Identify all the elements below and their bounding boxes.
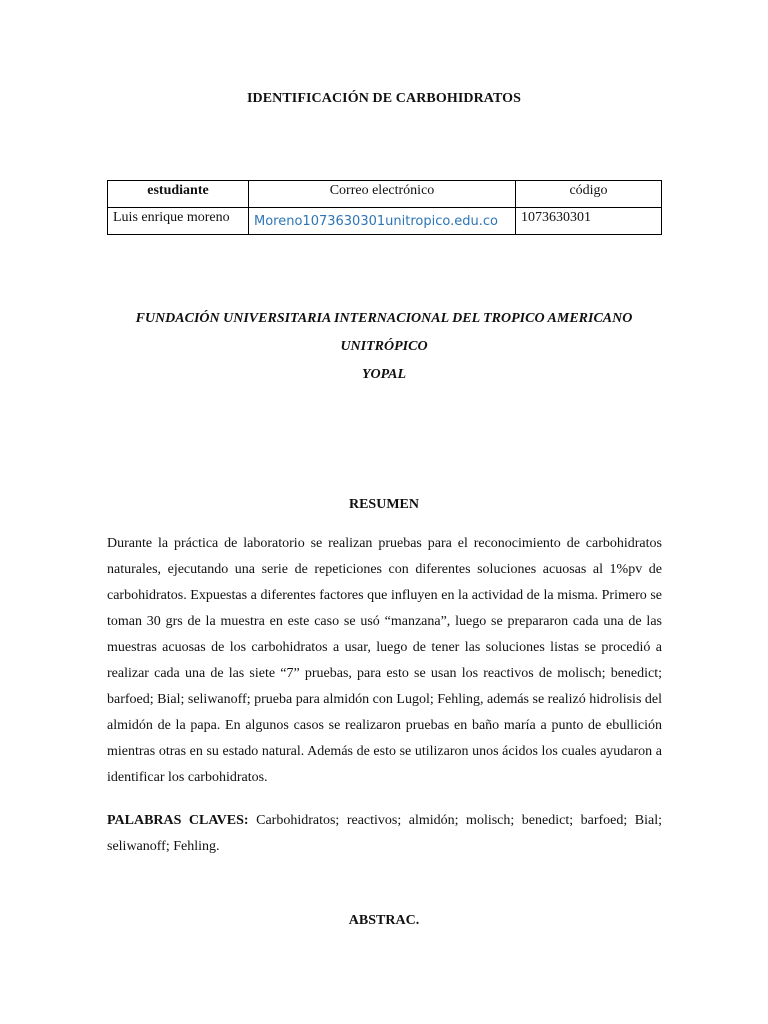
document-title: IDENTIFICACIÓN DE CARBOHIDRATOS: [246, 91, 522, 106]
cell-code: 1073630301: [516, 208, 662, 235]
table-header-row: [108, 181, 662, 208]
cell-email: [249, 208, 516, 235]
table-row: [108, 208, 662, 235]
keywords-paragraph: [107, 808, 662, 860]
institution-short-name: UNITRÓPICO: [340, 339, 428, 354]
abstract-heading: ABSTRAC.: [348, 913, 420, 928]
institution-name: FUNDACIÓN UNIVERSITARIA INTERNACIONAL DEL TROPICO AMERICANO: [135, 311, 633, 326]
resumen-heading: RESUMEN: [348, 497, 419, 512]
student-info-table: [107, 180, 662, 235]
email-link[interactable]: Moreno1073630301unitropico.edu.co: [254, 214, 498, 229]
resumen-body: Durante la práctica de laboratorio se realizan pruebas para el reconocimiento de carbohidratos naturales, ejecutando una serie de repeticiones con diferentes soluciones acuosas al 1%pv de carbohidratos. Expuestas a diferentes factores que influyen en la actividad de la misma. Primero se toman 30 grs de la muestra en este caso se usó “manzana”, luego se prepararon cada una de las muestras acuosas de los carbohidratos a usar, luego de tener las soluciones listas se procedió a realizar cada una de las siete “7” pruebas, para esto se usan los reactivos de molisch; benedict; barfoed; Bial; seliwanoff; prueba para almidón con Lugol; Fehling, además se realizó hidrolisis del almidón de la papa. En algunos casos se realizaron pruebas en baño maría a punto de ebullición mientras otras en su estado natural. Además de esto se utilizaron unos ácidos los cuales ayudaron a identificar los carbohidratos.: [107, 536, 662, 785]
header-code: código: [516, 181, 662, 208]
keywords-label: PALABRAS CLAVES:: [107, 813, 249, 828]
institution-city: YOPAL: [361, 367, 407, 382]
header-email: Correo electrónico: [249, 181, 516, 208]
institution-block: [0, 309, 768, 393]
keywords-text: Carbohidratos; reactivos; almidón; molisch; benedict; barfoed; Bial; seliwanoff; Fehling.: [107, 813, 662, 854]
cell-student-name: Luis enrique moreno: [108, 208, 249, 235]
header-student: estudiante: [108, 181, 249, 208]
